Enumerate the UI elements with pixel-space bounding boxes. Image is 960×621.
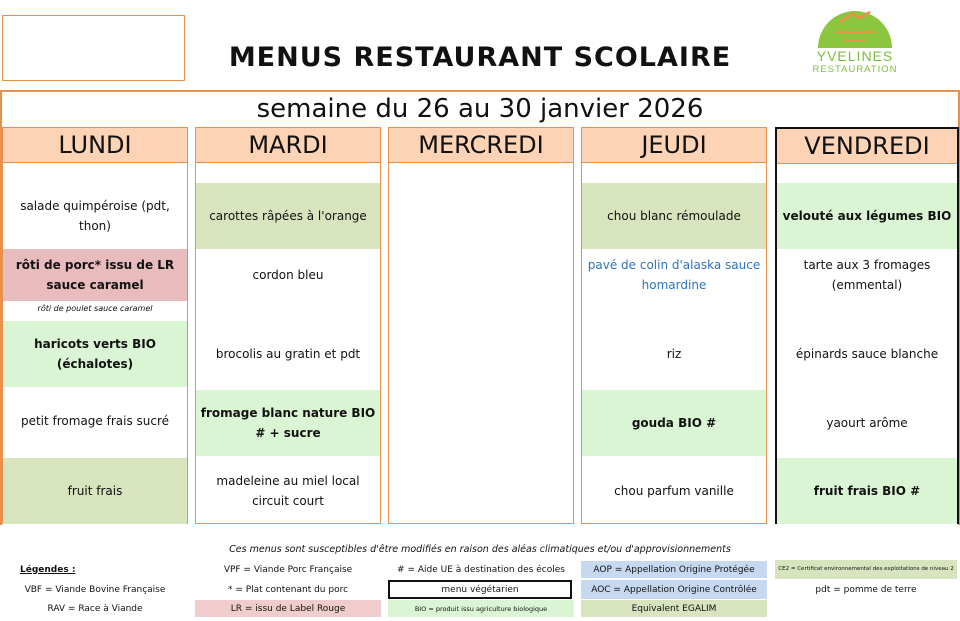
menu-entree-jeudi: chou blanc rémoulade (582, 183, 766, 249)
day-column-vendredi (775, 127, 959, 524)
menu-plat-jeudi: pavé de colin d'alaska sauce homardine (587, 258, 761, 292)
disclaimer-text: Ces menus sont susceptibles d'être modifiés en raison des aléas climatiques et/ou d'approvisionnements (229, 544, 731, 555)
menu-dessert-vendredi: fruit frais BIO # (777, 458, 957, 524)
logo-text-restauration: RESTAURATION (812, 64, 898, 75)
legend-ce2: CE2 = Certificat environnemental des exploitations de niveau 2 (775, 560, 957, 579)
legend-pdt: pdt = pomme de terre (815, 584, 917, 595)
day-header-vendredi: VENDREDI (777, 129, 957, 164)
day-header-mardi: MARDI (196, 128, 380, 163)
menu-accompagnement-vendredi: épinards sauce blanche (795, 347, 939, 361)
legend-aide-ue: # = Aide UE à destination des écoles (397, 564, 565, 575)
yvelines-restauration-logo (800, 2, 910, 80)
menu-entree-vendredi: velouté aux légumes BIO (777, 183, 957, 249)
legend-label-rouge: LR = issu de Label Rouge (195, 600, 381, 617)
page-title: MENUS RESTAURANT SCOLAIRE (228, 42, 732, 73)
legend-aoc: AOC = Appellation Origine Contrôlée (581, 580, 767, 599)
menu-laitage-lundi: petit fromage frais sucré (20, 414, 170, 428)
menu-plat-mardi: cordon bleu (252, 268, 324, 282)
menu-accompagnement-lundi: haricots verts BIO (échalotes) (3, 321, 187, 387)
menu-entree-mardi: carottes râpées à l'orange (196, 183, 380, 249)
day-column-jeudi (581, 127, 767, 524)
menu-plat-alternative-lundi: rôti de poulet sauce caramel (37, 304, 153, 313)
day-header-lundi: LUNDI (3, 128, 187, 163)
menu-dessert-lundi: fruit frais (3, 458, 187, 524)
menu-entree-lundi: salade quimpéroise (pdt, thon) (20, 199, 170, 233)
legend-vbf: VBF = Viande Bovine Française (24, 584, 166, 595)
menu-laitage-jeudi: gouda BIO # (582, 390, 766, 456)
menu-plat-lundi: rôti de porc* issu de LR sauce caramel (3, 249, 187, 301)
day-column-mercredi (388, 127, 574, 524)
legend-title: Légendes : (20, 564, 76, 575)
legend-egalim: Equivalent EGALIM (581, 600, 767, 617)
legend-vpf: VPF = Viande Porc Française (223, 564, 353, 575)
menu-accompagnement-jeudi: riz (666, 347, 682, 361)
menu-dessert-mardi: madeleine au miel local circuit court (216, 474, 360, 508)
legend-rav: RAV = Race à Viande (47, 603, 143, 614)
day-header-mercredi: MERCREDI (389, 128, 573, 163)
menu-laitage-mardi: fromage blanc nature BIO # + sucre (196, 390, 380, 456)
menu-plat-vendredi: tarte aux 3 fromages (emmental) (803, 258, 931, 292)
menu-laitage-vendredi: yaourt arôme (826, 416, 908, 430)
legend-aop: AOP = Appellation Origine Protégée (581, 561, 767, 578)
legend-bio: BIO = produit issu agriculture biologique (388, 600, 574, 617)
empty-header-box (2, 15, 185, 81)
day-header-jeudi: JEUDI (582, 128, 766, 163)
legend-menu-vegetarien: menu végétarien (388, 580, 572, 599)
menu-accompagnement-mardi: brocolis au gratin et pdt (215, 347, 361, 361)
legend-porc: * = Plat contenant du porc (227, 584, 349, 595)
day-column-lundi (2, 127, 188, 524)
menu-dessert-jeudi: chou parfum vanille (614, 484, 734, 498)
day-column-mardi (195, 127, 381, 524)
logo-sun-icon (800, 2, 910, 52)
week-title: semaine du 26 au 30 janvier 2026 (256, 94, 704, 124)
logo-text-yvelines: YVELINES (816, 48, 894, 64)
